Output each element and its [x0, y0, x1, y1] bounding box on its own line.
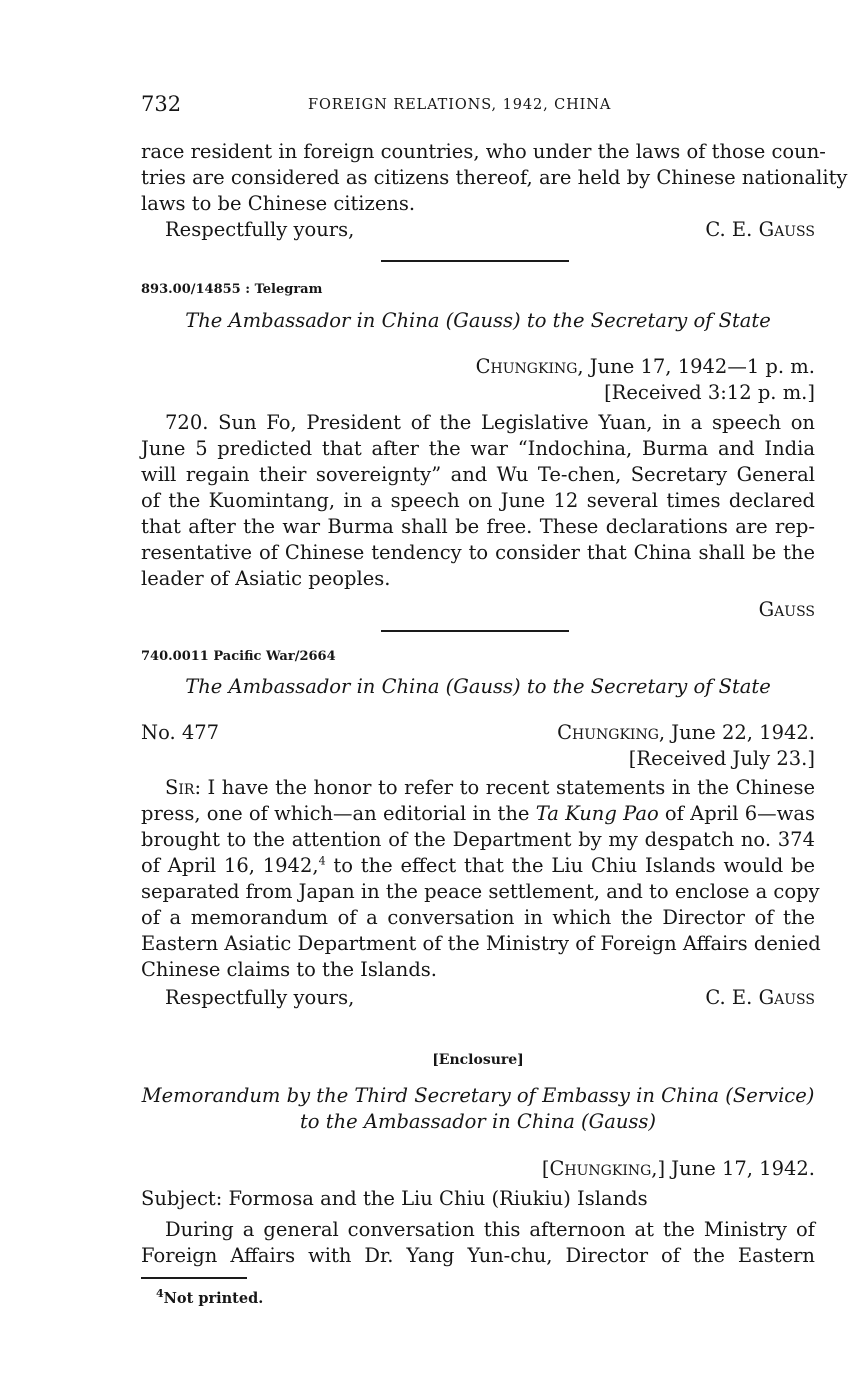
section-divider	[381, 260, 569, 262]
footnote-marker: 4	[156, 1287, 164, 1301]
footnote-text: Not printed.	[163, 1290, 264, 1307]
footnote-rule	[141, 1277, 247, 1279]
footnote-ref: 4	[318, 854, 326, 868]
text-run: : I have the honor to refer to recent statements in the Chinese	[194, 776, 815, 799]
page-number: 732	[141, 92, 182, 116]
text-line: tries are considered as citizens thereof, are held by Chinese nationality	[141, 166, 848, 189]
text-line: 720. Sun Fo, President of the Legislative Yuan, in a speech on	[165, 411, 815, 434]
document-heading: The Ambassador in China (Gauss) to the Secretary of State	[185, 309, 771, 332]
text-line: separated from Japan in the peace settlement, and to enclose a copy	[141, 880, 820, 903]
text-line: laws to be Chinese citizens.	[141, 192, 416, 215]
file-reference: 893.00/14855 : Telegram	[141, 282, 323, 297]
date-text: June 22, 1942.	[665, 721, 815, 744]
received-note: [Received July 23.]	[628, 747, 815, 770]
despatch-number: No. 477	[141, 721, 220, 744]
enclosure-label: [Enclosure]	[432, 1052, 524, 1068]
closing: Respectfully yours,	[165, 218, 355, 241]
text-line: During a general conversation this afternoon at the Ministry of	[165, 1218, 815, 1241]
footnote	[156, 1287, 264, 1307]
signature: C. E. Gauss	[705, 218, 815, 241]
dateline	[542, 1156, 815, 1182]
text-line	[141, 801, 815, 827]
text-line: that after the war Burma shall be free. These declarations are rep-	[141, 515, 815, 538]
text-line: June 5 predicted that after the war “Indochina, Burma and India	[141, 437, 815, 460]
dateline	[476, 354, 815, 380]
enclosure-heading-line2: to the Ambassador in China (Gauss)	[299, 1110, 657, 1133]
telegram-body	[141, 410, 815, 592]
text-line: brought to the attention of the Department by my despatch no. 374	[141, 828, 815, 851]
dateline	[557, 720, 815, 746]
text-line: Eastern Asiatic Department of the Ministry of Foreign Affairs denied	[141, 932, 821, 955]
text-line: Chinese claims to the Islands.	[141, 958, 438, 981]
text-line: will regain their sovereignty” and Wu Te-chen, Secretary General	[141, 463, 815, 486]
continuation-paragraph	[141, 139, 848, 217]
text-line: leader of Asiatic peoples.	[141, 567, 391, 590]
text-run: of April 16, 1942,	[141, 854, 319, 877]
signature: Gauss	[758, 598, 815, 621]
text-line	[141, 853, 815, 879]
section-divider	[381, 630, 569, 632]
text-line: of a memorandum of a conversation in which the Director of the	[141, 906, 815, 929]
text-run: to the effect that the Liu Chiu Islands would be	[325, 854, 815, 877]
received-note: [Received 3:12 p. m.]	[604, 381, 815, 404]
place-name: Chungking,	[557, 721, 666, 744]
text-line: resentative of Chinese tendency to consider that China shall be the	[141, 541, 815, 564]
date-text: June 17, 1942.	[665, 1157, 815, 1180]
date-text: June 17, 1942—1 p. m.	[583, 355, 815, 378]
despatch-body	[141, 775, 821, 983]
text-line	[141, 775, 815, 801]
file-reference: 740.0011 Pacific War/2664	[141, 649, 336, 664]
document-heading: The Ambassador in China (Gauss) to the Secretary of State	[185, 675, 771, 698]
running-title: FOREIGN RELATIONS, 1942, CHINA	[308, 97, 612, 113]
newspaper-title: Ta Kung Pao	[535, 802, 659, 825]
text-line: Foreign Affairs with Dr. Yang Yun-chu, Director of the Eastern	[141, 1244, 815, 1267]
signature: C. E. Gauss	[705, 986, 815, 1009]
place-name: Chungking,	[475, 355, 584, 378]
enclosure-heading-line1: Memorandum by the Third Secretary of Embassy in China (Service)	[141, 1084, 815, 1107]
text-run: of April 6—was	[658, 802, 815, 825]
text-run: press, one of which—an editorial in the	[141, 802, 536, 825]
salutation: Sir	[165, 776, 195, 799]
text-line: race resident in foreign countries, who under the laws of those coun-	[141, 140, 826, 163]
subject-line: Subject: Formosa and the Liu Chiu (Riukiu) Islands	[141, 1187, 648, 1210]
text-line: of the Kuomintang, in a speech on June 12 several times declared	[141, 489, 815, 512]
memorandum-body	[141, 1217, 815, 1269]
closing: Respectfully yours,	[165, 986, 355, 1009]
place-name: [Chungking,]	[541, 1157, 666, 1180]
